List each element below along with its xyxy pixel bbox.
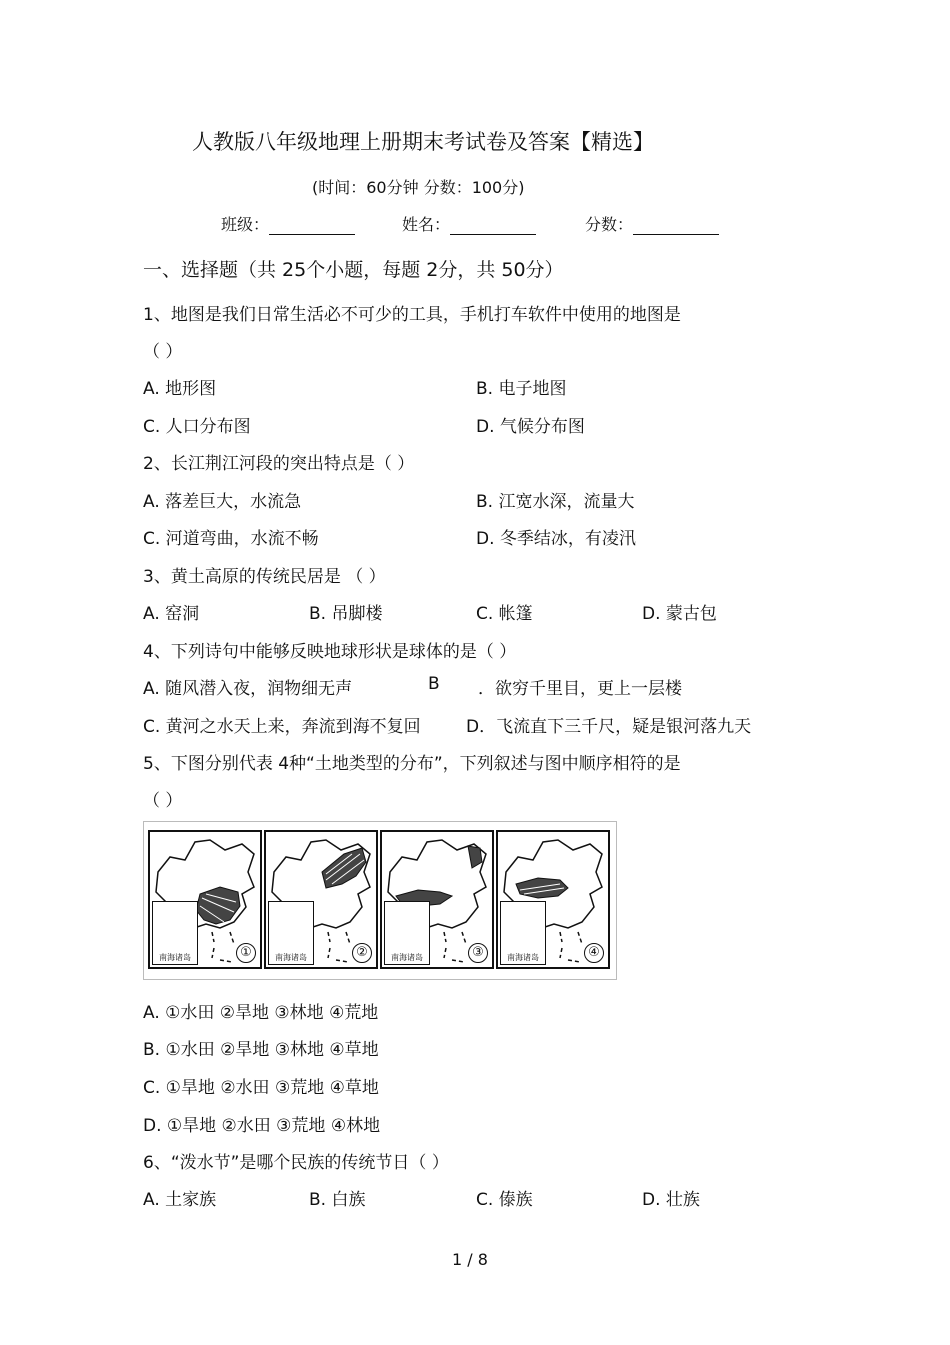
- map-number-3: ③: [468, 943, 488, 963]
- option-c: C. 傣族: [476, 1190, 533, 1210]
- option-d: D. ①旱地 ②水田 ③荒地 ④林地: [143, 1116, 381, 1136]
- score-label: 分数：: [585, 215, 634, 234]
- land-type-maps-figure: [143, 821, 617, 980]
- inset-label: 南海诸岛: [159, 953, 191, 962]
- option-a: A. ①水田 ②旱地 ③林地 ④荒地: [143, 1003, 379, 1023]
- option-b: B. 白族: [309, 1190, 366, 1210]
- option-c: C. 河道弯曲，水流不畅: [143, 529, 319, 549]
- map-panel-1: [148, 830, 262, 969]
- question-stem: 5、下图分别代表 4种“土地类型的分布”，下列叙述与图中顺序相符的是: [143, 754, 681, 774]
- name-blank: [450, 216, 536, 235]
- class-blank: [269, 216, 355, 235]
- question-stem: 2、长江荆江河段的突出特点是（ ）: [143, 454, 415, 474]
- exam-info: (时间：60分钟 分数：100分): [312, 178, 525, 197]
- south-china-sea-inset-1: [152, 901, 198, 965]
- south-china-sea-inset-2: [268, 901, 314, 965]
- option-a: A. 落差巨大，水流急: [143, 492, 302, 512]
- option-c: C. 人口分布图: [143, 417, 251, 437]
- map-number-4: ④: [584, 943, 604, 963]
- class-label: 班级：: [221, 215, 270, 234]
- option-d: D. 气候分布图: [476, 417, 585, 437]
- answer-paren: （ ）: [143, 791, 183, 811]
- question-stem: 1、地图是我们日常生活必不可少的工具，手机打车软件中使用的地图是: [143, 305, 681, 325]
- answer-paren: （ ）: [143, 342, 183, 362]
- option-a: A. 地形图: [143, 379, 217, 399]
- map-panel-2: [264, 830, 378, 969]
- map-panel-4: [496, 830, 610, 969]
- option-d: D. 壮族: [642, 1190, 700, 1210]
- map-number-2: ②: [352, 943, 372, 963]
- score-blank: [633, 216, 719, 235]
- option-d: D. 冬季结冰，有凌汛: [476, 529, 636, 549]
- option-a: A. 随风潜入夜，润物细无声: [143, 679, 353, 699]
- map-number-1: ①: [236, 943, 256, 963]
- score-field: [585, 212, 719, 235]
- option-b: B. 电子地图: [476, 379, 567, 399]
- option-d: D. 蒙古包: [642, 604, 717, 624]
- option-b: B. 江宽水深，流量大: [476, 492, 635, 512]
- option-b-letter: B: [428, 674, 440, 694]
- option-b-text: ．欲穷千里目，更上一层楼: [478, 679, 682, 699]
- page-number: 1 / 8: [452, 1250, 488, 1269]
- south-china-sea-inset-3: [384, 901, 430, 965]
- option-c: C. ①旱地 ②水田 ③荒地 ④草地: [143, 1078, 379, 1098]
- question-stem: 4、下列诗句中能够反映地球形状是球体的是（ ）: [143, 642, 517, 662]
- name-field: [402, 212, 536, 235]
- question-stem: 3、黄土高原的传统民居是 （ ）: [143, 567, 386, 587]
- map-panel-3: [380, 830, 494, 969]
- section-heading: 一、选择题（共 25个小题，每题 2分，共 50分）: [143, 259, 564, 281]
- class-field: [221, 212, 355, 235]
- question-stem: 6、“泼水节”是哪个民族的传统节日（ ）: [143, 1153, 449, 1173]
- option-b: B. ①水田 ②旱地 ③林地 ④草地: [143, 1040, 379, 1060]
- exam-title: 人教版八年级地理上册期末考试卷及答案【精选】: [192, 130, 654, 154]
- option-b: B. 吊脚楼: [309, 604, 383, 624]
- option-c: C. 黄河之水天上来，奔流到海不复回: [143, 717, 421, 737]
- option-d: D．飞流直下三千尺，疑是银河落九天: [466, 717, 752, 737]
- option-c: C. 帐篷: [476, 604, 533, 624]
- south-china-sea-inset-4: [500, 901, 546, 965]
- option-a: A. 土家族: [143, 1190, 217, 1210]
- inset-label: 南海诸岛: [507, 953, 539, 962]
- inset-label: 南海诸岛: [275, 953, 307, 962]
- name-label: 姓名：: [402, 215, 451, 234]
- inset-label: 南海诸岛: [391, 953, 423, 962]
- option-a: A. 窑洞: [143, 604, 200, 624]
